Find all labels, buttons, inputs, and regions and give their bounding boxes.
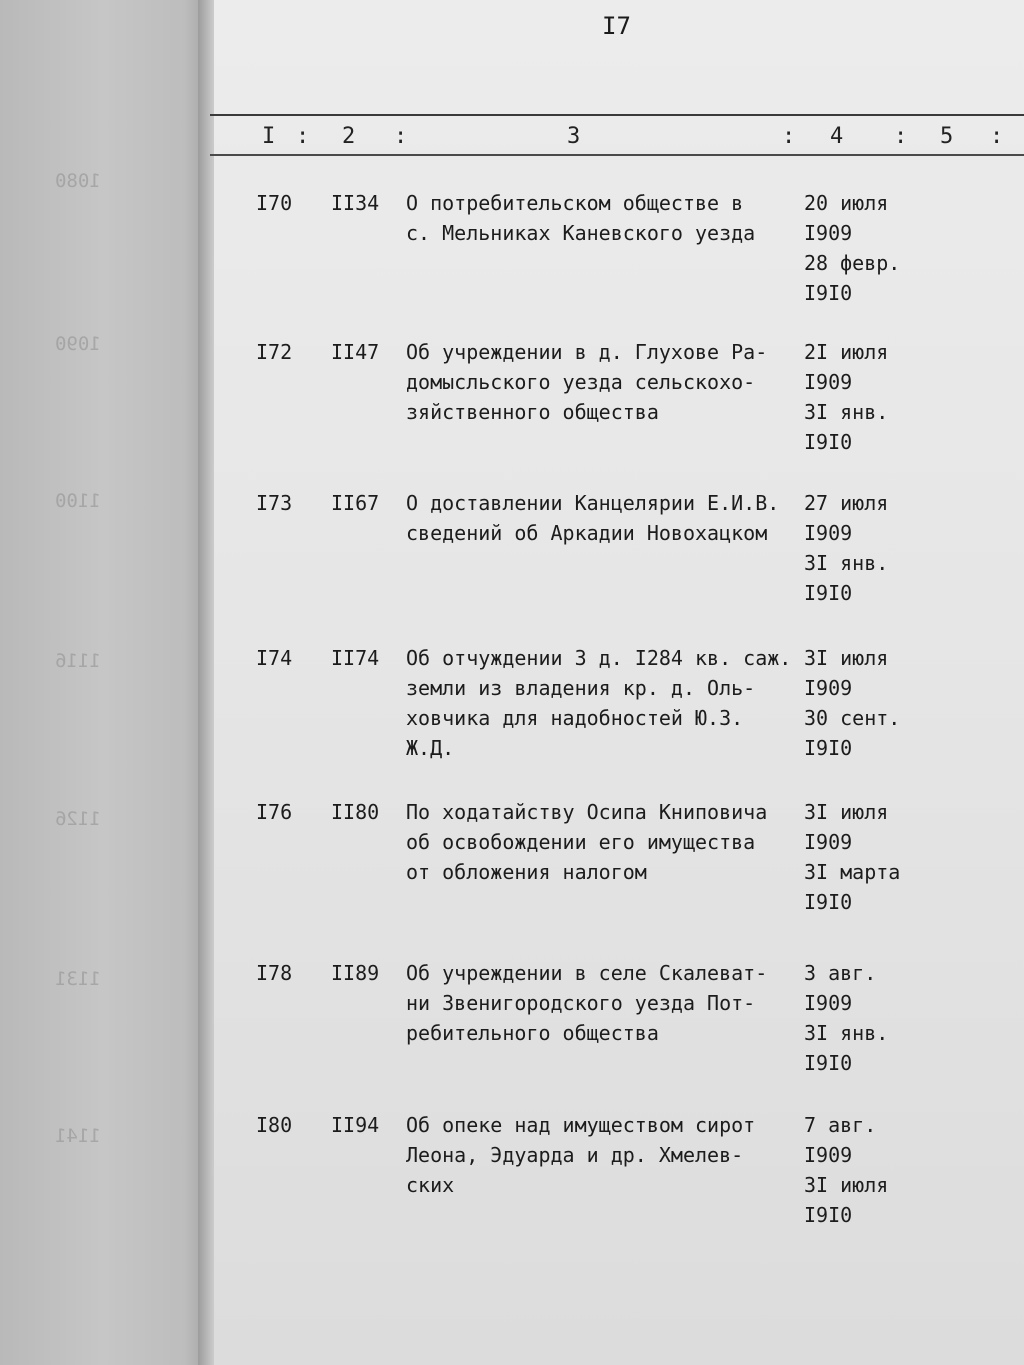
date-start: 20 июля: [804, 191, 889, 215]
description-line: домысльского уезда сельскохо-: [406, 370, 756, 394]
column-header: I: [262, 124, 276, 149]
header-bottom-rule: [210, 154, 1024, 156]
year-start: I909: [804, 1143, 853, 1167]
date-end: 28 февр.: [804, 251, 901, 275]
year-start: I909: [804, 991, 853, 1015]
year-end: I9I0: [804, 736, 853, 760]
description-line: По ходатайству Осипа Книповича: [406, 800, 768, 824]
column-separator: :: [990, 124, 1004, 149]
entry-dates: [804, 643, 1004, 763]
entry-number: I70: [256, 191, 293, 215]
entry-reference: II34: [331, 191, 380, 215]
bleed-text: 1080: [55, 170, 101, 192]
description-line: ребительного общества: [406, 1021, 659, 1045]
entry-dates: [804, 488, 1004, 608]
entry-number: I72: [256, 340, 293, 364]
entry-number: I74: [256, 646, 293, 670]
date-start: 2I июля: [804, 340, 889, 364]
description-line: ни Звенигородского уезда Пот-: [406, 991, 756, 1015]
left-page: [0, 0, 205, 1365]
bleed-text: 1116: [55, 650, 101, 672]
column-separator: :: [394, 124, 408, 149]
description-line: с. Мельниках Каневского уезда: [406, 221, 756, 245]
year-end: I9I0: [804, 430, 853, 454]
column-header: 2: [342, 124, 356, 149]
bleed-text: 1131: [55, 968, 101, 990]
description-line: земли из владения кр. д. Оль-: [406, 676, 756, 700]
entry-dates: [804, 958, 1004, 1078]
bleed-text: 1090: [55, 333, 101, 355]
year-end: I9I0: [804, 1051, 853, 1075]
column-header: 4: [830, 124, 844, 149]
description-line: Леона, Эдуарда и др. Хмелев-: [406, 1143, 744, 1167]
date-end: 30 сент.: [804, 706, 901, 730]
column-separator: :: [894, 124, 908, 149]
description-line: Об учреждении в селе Скалеват-: [406, 961, 768, 985]
entry-description: [406, 1110, 801, 1200]
entry-description: [406, 797, 801, 887]
description-line: об освобождении его имущества: [406, 830, 756, 854]
column-header: 3: [567, 124, 581, 149]
description-line: ховчика для надобностей Ю.З.: [406, 706, 744, 730]
entry-number: I80: [256, 1113, 293, 1137]
date-start: 3I июля: [804, 800, 889, 824]
description-line: от обложения налогом: [406, 860, 647, 884]
date-end: 3I янв.: [804, 1021, 889, 1045]
year-end: I9I0: [804, 281, 853, 305]
description-line: зяйственного общества: [406, 400, 659, 424]
year-start: I909: [804, 221, 853, 245]
column-header: 5: [940, 124, 954, 149]
date-end: 3I янв.: [804, 400, 889, 424]
entry-reference: II80: [331, 800, 380, 824]
entry-reference: II94: [331, 1113, 380, 1137]
description-line: Об опеке над имуществом сирот: [406, 1113, 756, 1137]
entry-reference: II89: [331, 961, 380, 985]
bleed-text: 1100: [55, 490, 101, 512]
year-start: I909: [804, 370, 853, 394]
year-end: I9I0: [804, 890, 853, 914]
description-line: сведений об Аркадии Новохацком: [406, 521, 768, 545]
year-start: I909: [804, 521, 853, 545]
header-top-rule: [210, 114, 1024, 116]
column-separator: :: [296, 124, 310, 149]
entry-dates: [804, 1110, 1004, 1230]
date-end: 3I марта: [804, 860, 901, 884]
year-start: I909: [804, 830, 853, 854]
description-line: ских: [406, 1173, 455, 1197]
date-start: 27 июля: [804, 491, 889, 515]
entry-description: [406, 337, 801, 427]
year-start: I909: [804, 676, 853, 700]
entry-description: [406, 958, 801, 1048]
date-end: 3I янв.: [804, 551, 889, 575]
entry-dates: [804, 797, 1004, 917]
date-start: 3I июля: [804, 646, 889, 670]
date-start: 7 авг.: [804, 1113, 877, 1137]
entry-number: I73: [256, 491, 293, 515]
entry-dates: [804, 337, 1004, 457]
entry-description: [406, 188, 801, 248]
right-page: [214, 0, 1024, 1365]
entry-reference: II74: [331, 646, 380, 670]
description-line: Об учреждении в д. Глухове Ра-: [406, 340, 768, 364]
entry-number: I76: [256, 800, 293, 824]
page-number: I7: [602, 12, 631, 40]
entry-dates: [804, 188, 1004, 308]
bleed-text: 1126: [55, 808, 101, 830]
year-end: I9I0: [804, 1203, 853, 1227]
column-separator: :: [782, 124, 796, 149]
entry-description: [406, 488, 801, 548]
description-line: Ж.Д.: [406, 736, 455, 760]
date-start: 3 авг.: [804, 961, 877, 985]
description-line: Об отчуждении 3 д. I284 кв. саж.: [406, 646, 792, 670]
bleed-text: 1141: [55, 1125, 101, 1147]
description-line: О потребительском обществе в: [406, 191, 744, 215]
entry-description: [406, 643, 801, 763]
entry-reference: II47: [331, 340, 380, 364]
date-end: 3I июля: [804, 1173, 889, 1197]
description-line: О доставлении Канцелярии Е.И.В.: [406, 491, 780, 515]
entry-reference: II67: [331, 491, 380, 515]
entry-number: I78: [256, 961, 293, 985]
year-end: I9I0: [804, 581, 853, 605]
